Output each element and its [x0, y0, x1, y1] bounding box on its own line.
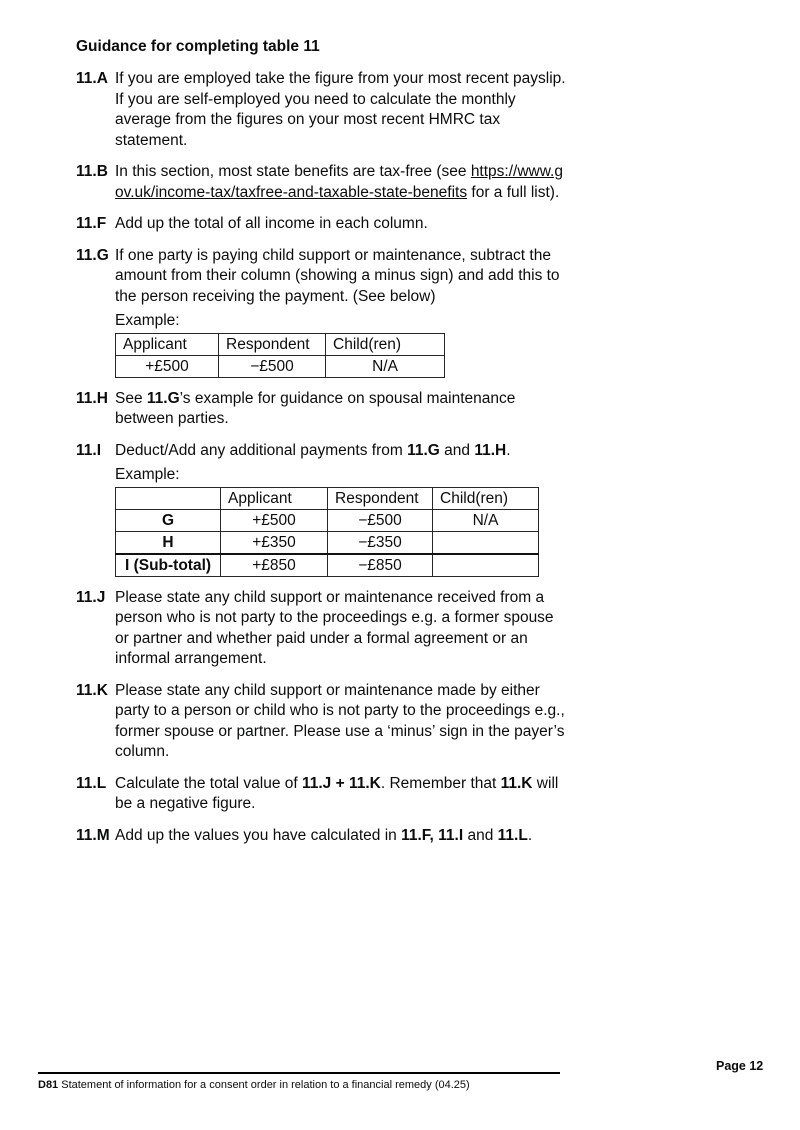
item-text-11j: Please state any child support or maintenance received from a person who is not party to the proceedings e.g. a former spouse or partner and whether paid under a formal agreement or an informal arrangement. — [115, 588, 554, 667]
item-body-11k — [115, 681, 570, 763]
table-header-row — [116, 487, 539, 509]
guidance-item-11b — [76, 162, 581, 203]
item-label-11l: 11.L — [76, 774, 107, 792]
guidance-item-11j — [76, 588, 581, 670]
item-body-11f — [115, 214, 570, 235]
item-text-11m: Add up the values you have calculated in 11.F, 11.I and 11.L. — [115, 826, 533, 844]
item-body-11b — [115, 162, 570, 203]
item-body-11h — [115, 389, 570, 430]
cell-subtotal-children — [433, 554, 539, 577]
guidance-item-11m — [76, 826, 581, 847]
item-label-11g: 11.G — [76, 246, 109, 264]
table-header-row — [116, 333, 445, 355]
item-text-11g: If one party is paying child support or maintenance, subtract the amount from their column (showing a minus sign) and add this to the person receiving the payment. (See below) — [115, 246, 560, 305]
guidance-item-11k — [76, 681, 581, 763]
item-body-11l — [115, 774, 570, 815]
item-label-11k: 11.K — [76, 681, 108, 699]
item-text-11l: Calculate the total value of 11.J + 11.K. Remember that 11.K will be a negative figure. — [115, 774, 559, 812]
guidance-item-11f — [76, 214, 581, 235]
table-row-subtotal — [116, 554, 539, 577]
cell-subtotal-respondent: −£850 — [328, 554, 433, 577]
guidance-item-11l — [76, 774, 581, 815]
example-label-11g: Example: — [115, 312, 180, 329]
col-header-respondent: Respondent — [219, 333, 326, 355]
page-title: Guidance for completing table 11 — [76, 38, 320, 55]
item-text-11k: Please state any child support or maintenance made by either party to a person or child who is not party to the proceedings e.g., former spouse or partner. Please use a ‘minus’ sign in the payer’s column. — [115, 681, 565, 760]
item-text-11b: In this section, most state benefits are tax-free (see https://www.gov.uk/income-tax/taxfree-and-taxable-state-benefits for a full list). — [115, 163, 563, 201]
example-label-11i: Example: — [115, 466, 180, 483]
row-label-h: H — [116, 531, 221, 554]
item-text-11h: See 11.G’s example for guidance on spousal maintenance between parties. — [115, 389, 516, 427]
form-code: D81 — [38, 1079, 59, 1091]
cell-g-applicant: +£500 — [221, 509, 328, 531]
cell-h-applicant: +£350 — [221, 531, 328, 554]
cell-g-respondent: −£500 — [328, 509, 433, 531]
cell-h-children — [433, 531, 539, 554]
col-header-applicant: Applicant — [116, 333, 219, 355]
guidance-content — [76, 37, 581, 857]
cell-g-children: N/A — [433, 509, 539, 531]
cell-subtotal-applicant: +£850 — [221, 554, 328, 577]
guidance-item-11i — [76, 441, 581, 577]
item-label-11f: 11.F — [76, 215, 107, 232]
table-row-g — [116, 509, 539, 531]
col-header-children: Child(ren) — [326, 333, 445, 355]
item-body-11j — [115, 588, 570, 670]
col-header-children: Child(ren) — [433, 487, 539, 509]
guidance-item-11g — [76, 246, 581, 378]
col-header-respondent: Respondent — [328, 487, 433, 509]
table-row-h — [116, 531, 539, 554]
row-label-g: G — [116, 509, 221, 531]
item-label-11i: 11.I — [76, 441, 101, 459]
corner-cell — [116, 487, 221, 509]
item-label-11b: 11.B — [76, 163, 108, 180]
item-body-11i — [115, 441, 570, 577]
item-label-11a: 11.A — [76, 70, 108, 87]
form-reference — [38, 1078, 470, 1092]
item-text-11a: If you are employed take the figure from your most recent payslip. If you are self-employed you need to calculate the monthly average from the figures on your most recent HMRC tax statement. — [115, 70, 566, 149]
footer-divider — [38, 1072, 560, 1074]
item-body-11g — [115, 246, 570, 378]
subtotal-example-table — [115, 487, 539, 577]
table-row — [116, 355, 445, 377]
item-text-11i: Deduct/Add any additional payments from 11.G and 11.H. — [115, 441, 511, 459]
state-benefits-link[interactable]: https://www.gov.uk/income-tax/taxfree-and-taxable-state-benefits — [115, 163, 563, 201]
page-number: Page 12 — [716, 1059, 764, 1073]
item-body-11m — [115, 826, 570, 847]
item-label-11h: 11.H — [76, 389, 108, 407]
guidance-item-11h — [76, 389, 581, 430]
cell-h-respondent: −£350 — [328, 531, 433, 554]
row-label-subtotal: I (Sub-total) — [116, 554, 221, 577]
item-label-11m: 11.M — [76, 826, 110, 844]
col-header-applicant: Applicant — [221, 487, 328, 509]
item-body-11a — [115, 69, 570, 151]
maintenance-example-table — [115, 333, 445, 378]
cell-children-value: N/A — [326, 355, 445, 377]
item-text-11f: Add up the total of all income in each column. — [115, 215, 428, 232]
cell-respondent-value: −£500 — [219, 355, 326, 377]
item-label-11j: 11.J — [76, 588, 106, 606]
form-title: Statement of information for a consent order in relation to a financial remedy (04.25) — [58, 1079, 470, 1091]
cell-applicant-value: +£500 — [116, 355, 219, 377]
guidance-item-11a — [76, 69, 581, 151]
